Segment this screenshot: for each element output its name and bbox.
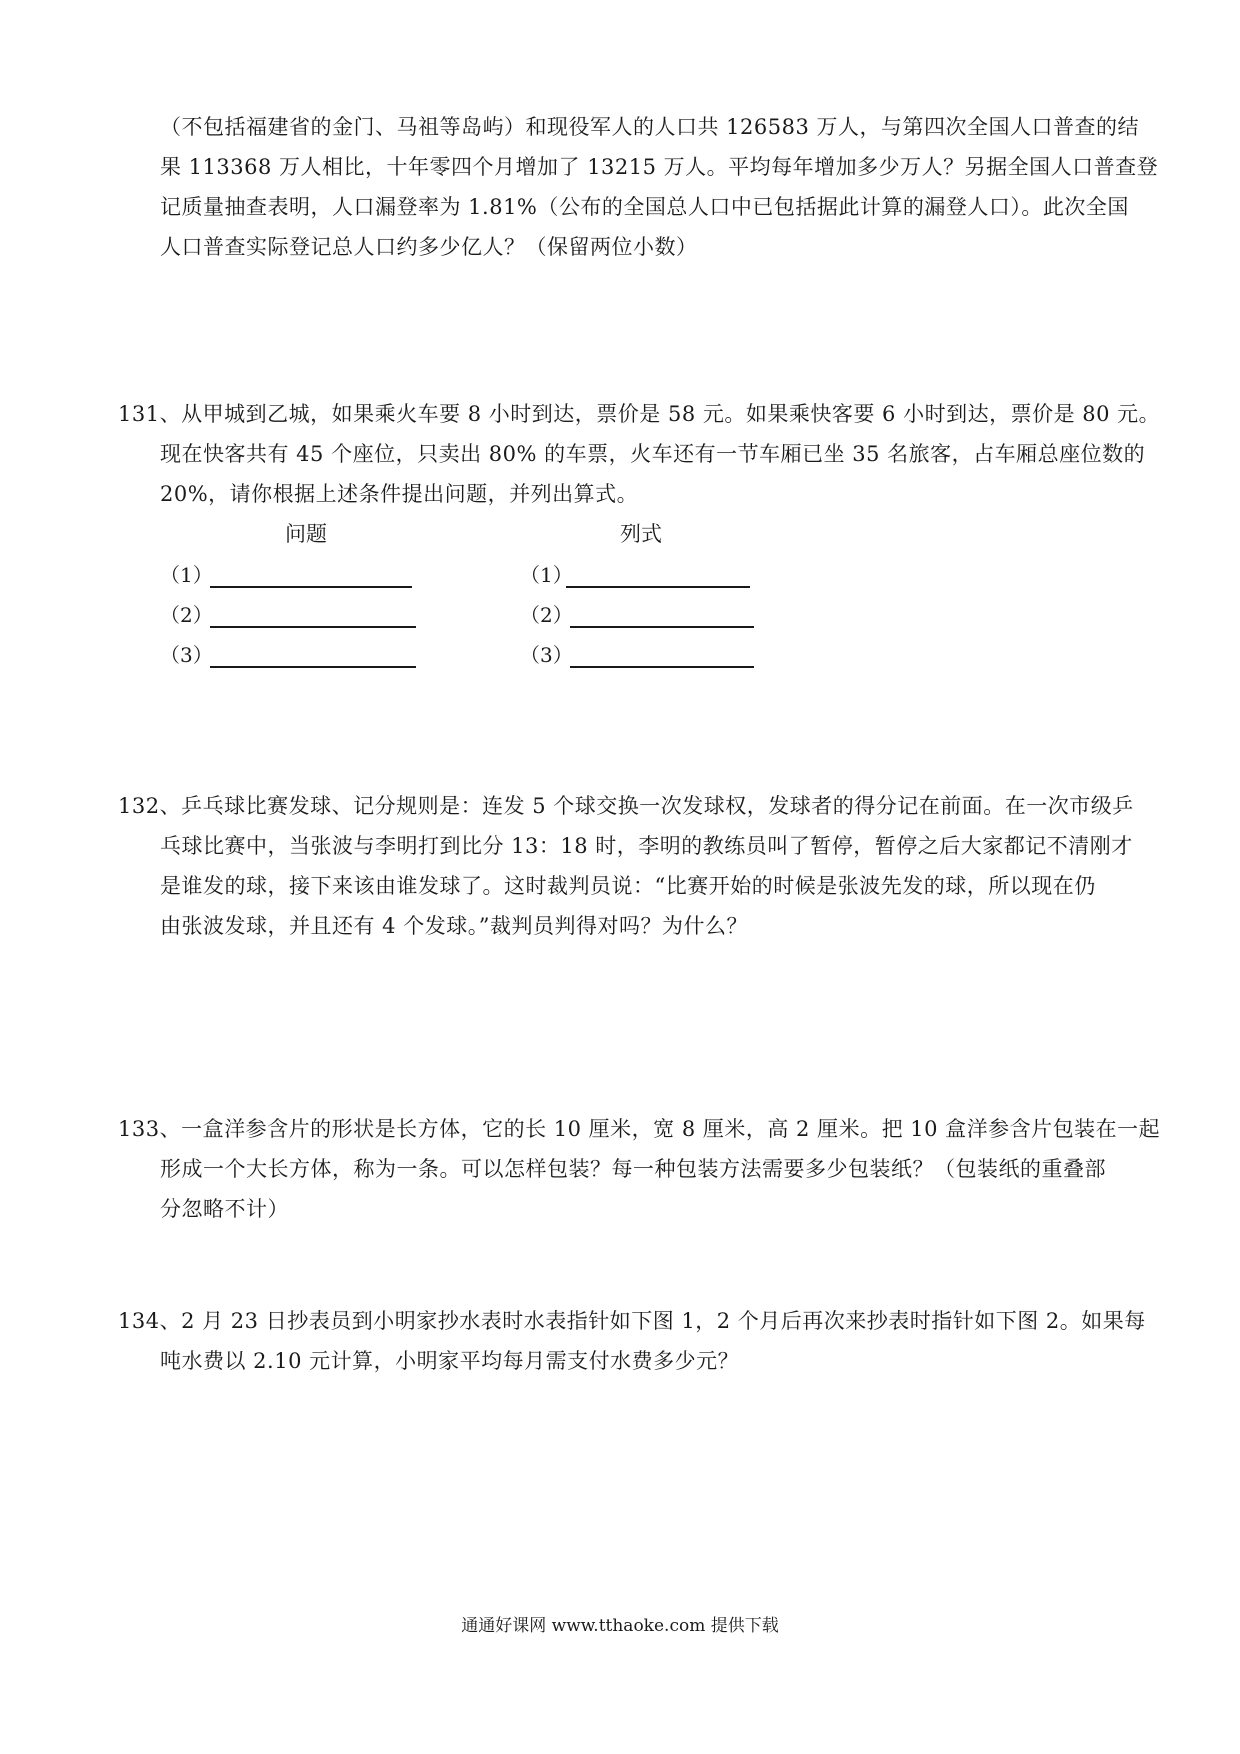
formula-column-header: 列式 bbox=[620, 522, 662, 546]
q132-line: 132、乒乓球比赛发球、记分规则是：连发 5 个球交换一次发球权，发球者的得分记在前面。在一次市级乒 bbox=[118, 794, 1134, 818]
formula-answer-blank[interactable] bbox=[570, 666, 754, 668]
intro-line: 果 113368 万人相比，十年零四个月增加了 13215 万人。平均每年增加多少万人？另据全国人口普查登 bbox=[160, 155, 1159, 179]
q133-line: 形成一个大长方体，称为一条。可以怎样包装？每一种包装方法需要多少包装纸？（包装纸的重叠部 bbox=[160, 1157, 1106, 1181]
formula-item-label: （3） bbox=[520, 643, 573, 667]
q134-line: 吨水费以 2.10 元计算，小明家平均每月需支付水费多少元？ bbox=[160, 1349, 740, 1373]
formula-item-label: （1） bbox=[520, 563, 573, 587]
question-answer-blank[interactable] bbox=[210, 586, 412, 588]
formula-item-label: （2） bbox=[520, 603, 573, 627]
question-item-label: （1） bbox=[160, 563, 213, 587]
q131-line: 20%，请你根据上述条件提出问题，并列出算式。 bbox=[160, 482, 639, 506]
q132-line: 由张波发球，并且还有 4 个发球。”裁判员判得对吗？为什么？ bbox=[160, 914, 748, 938]
q132-line: 乓球比赛中，当张波与李明打到比分 13：18 时，李明的教练员叫了暂停，暂停之后大家都记不清刚才 bbox=[160, 834, 1133, 858]
formula-answer-blank[interactable] bbox=[566, 586, 750, 588]
intro-line: 记质量抽查表明，人口漏登率为 1.81%（公布的全国总人口中已包括据此计算的漏登人口）。此次全国 bbox=[160, 195, 1129, 219]
page-footer: 通通好课网 www.tthaoke.com 提供下载 bbox=[461, 1616, 779, 1636]
q133-line: 133、一盒洋参含片的形状是长方体，它的长 10 厘米，宽 8 厘米，高 2 厘米。把 10 盒洋参含片包装在一起 bbox=[118, 1117, 1161, 1141]
q132-line: 是谁发的球，接下来该由谁发球了。这时裁判员说：“比赛开始的时候是张波先发的球，所以现在仍 bbox=[160, 874, 1096, 898]
q131-line: 现在快客共有 45 个座位，只卖出 80% 的车票，火车还有一节车厢已坐 35 名旅客，占车厢总座位数的 bbox=[160, 442, 1146, 466]
question-column-header: 问题 bbox=[285, 522, 327, 546]
intro-line: 人口普查实际登记总人口约多少亿人？（保留两位小数） bbox=[160, 235, 698, 259]
question-answer-blank[interactable] bbox=[210, 626, 416, 628]
q133-line: 分忽略不计） bbox=[160, 1197, 289, 1221]
q131-line: 131、从甲城到乙城，如果乘火车要 8 小时到达，票价是 58 元。如果乘快客要 6 小时到达，票价是 80 元。 bbox=[118, 402, 1161, 426]
question-item-label: （2） bbox=[160, 603, 213, 627]
intro-line: （不包括福建省的金门、马祖等岛屿）和现役军人的人口共 126583 万人，与第四次全国人口普查的结 bbox=[160, 115, 1140, 139]
formula-answer-blank[interactable] bbox=[570, 626, 754, 628]
question-item-label: （3） bbox=[160, 643, 213, 667]
question-answer-blank[interactable] bbox=[210, 666, 416, 668]
q134-line: 134、2 月 23 日抄表员到小明家抄水表时水表指针如下图 1，2 个月后再次来抄表时指针如下图 2。如果每 bbox=[118, 1309, 1146, 1333]
